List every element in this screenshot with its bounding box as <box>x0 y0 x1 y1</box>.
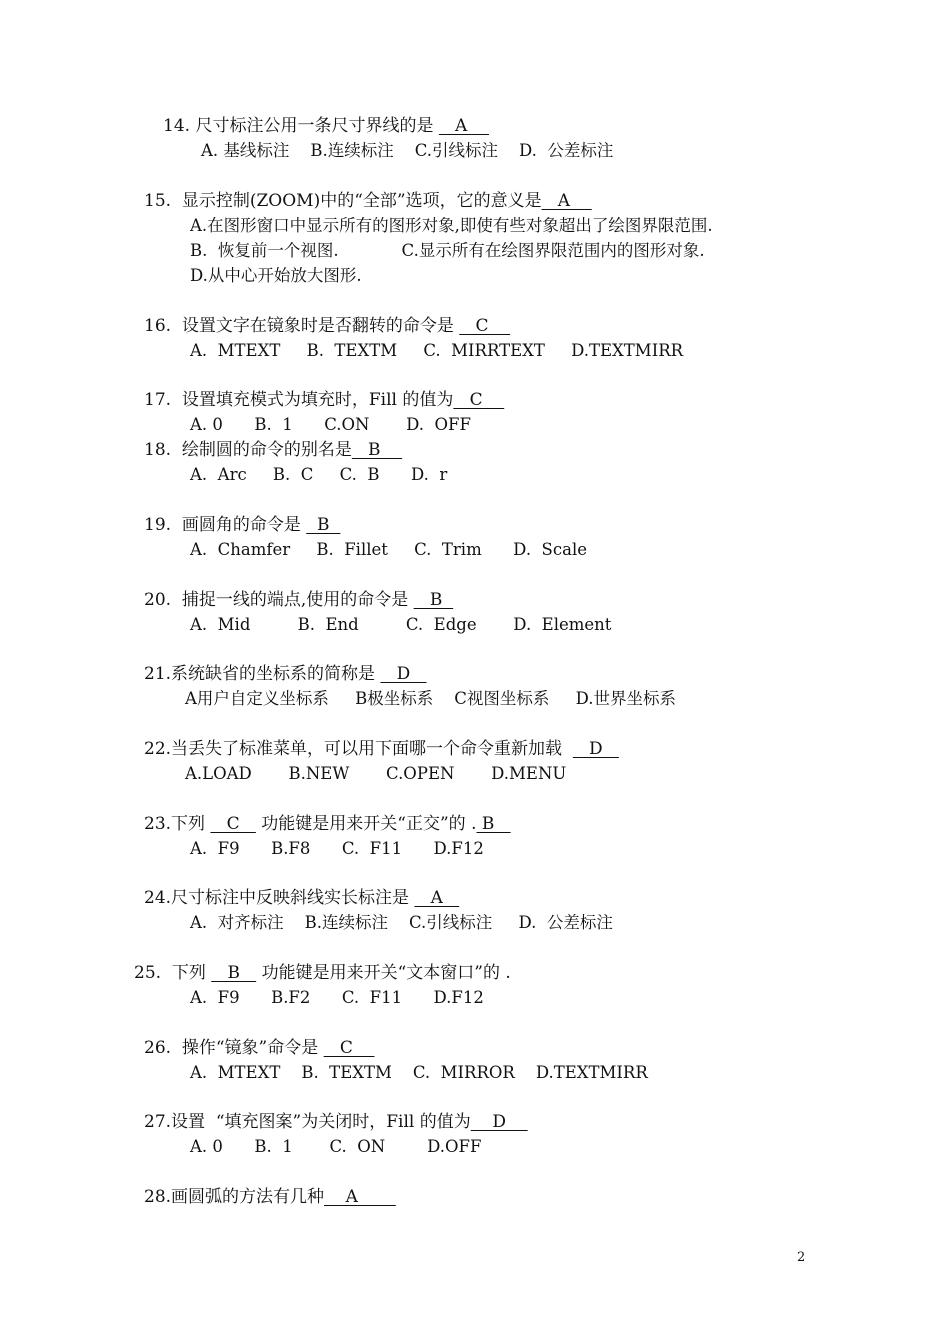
answer-blank: A <box>438 116 489 136</box>
question-stem: 22.当丢失了标准菜单，可以用下面哪一个命令重新加载 <box>144 739 573 759</box>
options-22: A.LOAD B.NEW C.OPEN D.MENU <box>185 764 567 783</box>
question-stem: 23.下列 <box>144 814 211 834</box>
answer-blank: D <box>572 739 619 759</box>
options-17: A. 0 B. 1 C.ON D. OFF <box>190 415 471 434</box>
options-26: A. MTEXT B. TEXTM C. MIRROR D.TEXTMIRR <box>190 1063 648 1082</box>
options-25: A. F9 B.F2 C. F11 D.F12 <box>190 988 484 1007</box>
answer-blank: B <box>211 963 257 983</box>
question-stem-continued: 功能键是用来开关“文本窗口”的 . <box>256 963 511 983</box>
question-stem-continued: 功能键是用来开关“正交”的 . <box>255 814 477 834</box>
question-stem: 14. 尺寸标注公用一条尺寸界线的是 <box>163 116 439 136</box>
options-20: A. Mid B. End C. Edge D. Element <box>190 615 612 634</box>
question-stem: 17. 设置填充模式为填充时，Fill 的值为 <box>144 390 454 410</box>
answer-blank: A <box>414 888 460 908</box>
question-16 <box>144 316 510 336</box>
question-15 <box>144 191 592 211</box>
question-24 <box>144 888 459 908</box>
answer-blank-2: B <box>476 814 511 834</box>
question-18 <box>144 440 402 460</box>
answer-blank: C <box>210 814 256 834</box>
answer-blank: C <box>453 390 505 410</box>
question-stem: 28.画圆弧的方法有几种 <box>144 1187 325 1207</box>
question-stem: 26. 操作“镜象”命令是 <box>144 1038 324 1058</box>
question-stem: 21.系统缺省的坐标系的简称是 <box>144 664 381 684</box>
question-stem: 16. 设置文字在镜象时是否翻转的命令是 <box>144 316 460 336</box>
options-14: A. 基线标注 B.连续标注 C.引线标注 D. 公差标注 <box>201 141 614 160</box>
question-stem: 25. 下列 <box>134 963 212 983</box>
question-stem: 18. 绘制圆的命令的别名是 <box>144 440 352 460</box>
answer-blank: B <box>306 515 341 535</box>
options-21: A用户自定义坐标系 B极坐标系 C视图坐标系 D.世界坐标系 <box>185 689 676 708</box>
options-15-line1: A.在图形窗口中显示所有的图形对象,即使有些对象超出了绘图界限范围. <box>190 216 713 235</box>
answer-blank: A <box>541 191 592 211</box>
answer-blank: B <box>413 590 454 610</box>
question-28 <box>144 1187 396 1207</box>
question-stem: 27.设置 “填充图案”为关闭时，Fill 的值为 <box>144 1112 471 1132</box>
question-14 <box>163 116 489 136</box>
question-27 <box>144 1112 528 1132</box>
question-22 <box>144 739 619 759</box>
options-16: A. MTEXT B. TEXTM C. MIRRTEXT D.TEXTMIRR <box>190 341 684 360</box>
question-stem: 20. 捕捉一线的端点,使用的命令是 <box>144 590 414 610</box>
answer-blank: C <box>459 316 511 336</box>
options-24: A. 对齐标注 B.连续标注 C.引线标注 D. 公差标注 <box>190 913 613 932</box>
question-17 <box>144 390 504 410</box>
question-25 <box>134 963 511 983</box>
answer-blank: D <box>380 664 427 684</box>
question-20 <box>144 590 453 610</box>
question-19 <box>144 515 340 535</box>
answer-blank-tail <box>358 1187 396 1207</box>
question-23 <box>144 814 511 834</box>
options-18: A. Arc B. C C. B D. r <box>190 465 448 484</box>
question-stem: 15. 显示控制(ZOOM)中的“全部”选项，它的意义是 <box>144 191 542 211</box>
question-21 <box>144 664 427 684</box>
answer-blank: D <box>470 1112 528 1132</box>
options-19: A. Chamfer B. Fillet C. Trim D. Scale <box>190 540 587 559</box>
question-stem: 24.尺寸标注中反映斜线实长标注是 <box>144 888 415 908</box>
answer-blank: C <box>323 1038 375 1058</box>
page-number: 2 <box>797 1250 806 1265</box>
options-27: A. 0 B. 1 C. ON D.OFF <box>190 1137 482 1156</box>
options-15-line2: B. 恢复前一个视图. C.显示所有在绘图界限范围内的图形对象. <box>190 241 705 260</box>
question-stem: 19. 画圆角的命令是 <box>144 515 307 535</box>
answer-blank: A <box>324 1187 358 1207</box>
options-15-line3: D.从中心开始放大图形. <box>190 266 362 285</box>
options-23: A. F9 B.F8 C. F11 D.F12 <box>190 839 484 858</box>
question-26 <box>144 1038 374 1058</box>
answer-blank: B <box>351 440 403 460</box>
